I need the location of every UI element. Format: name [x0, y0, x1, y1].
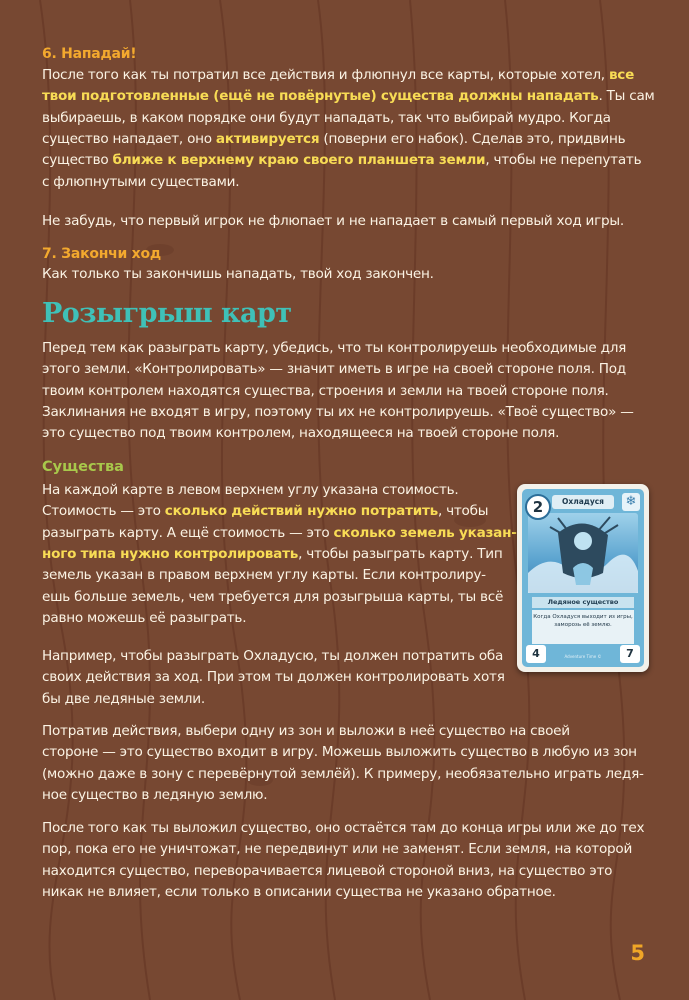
text-line	[42, 587, 503, 608]
text-line: стороне — это существо входит в игру. Можешь выложить существо в любую из зон	[42, 744, 637, 761]
text-span: равно можешь её разыграть.	[42, 609, 247, 626]
section-title: Розыгрыш карт	[42, 298, 292, 329]
text-line	[42, 608, 246, 629]
text-span: , чтобы	[437, 503, 489, 520]
text-line: (можно даже в зону с перевёрнутой землёй). К примеру, необязательно играть ледя-	[42, 765, 644, 782]
text-span: с флюпнутыми существами.	[42, 173, 240, 190]
text-line: Потратив действия, выбери одну из зон и выложи в неё существо на своей	[42, 723, 570, 739]
text-line: этого земли. «Контролировать» — значит иметь в игре на своей стороне поля. Под	[42, 361, 626, 378]
text-line	[42, 150, 641, 171]
highlight-text: сколько земель указан-	[333, 524, 517, 541]
text-span: ешь больше земель, чем требуется для розыгрыша карты, ты всё	[42, 588, 504, 605]
text-line: ное существо в ледяную землю.	[42, 786, 268, 803]
highlight-text: все	[608, 67, 635, 83]
text-line	[42, 65, 634, 86]
text-line	[42, 565, 486, 586]
card-defense: 7	[620, 645, 640, 663]
text-line: Заклинания не входят в игру, поэтому ты их не контролируешь. «Твоё существо» —	[42, 403, 634, 420]
card-name: Охладуся	[552, 495, 614, 509]
text-line	[42, 86, 655, 107]
card-illustration	[528, 513, 638, 593]
card-text: Когда Охладуся выходит из игры, заморозь её землю.	[532, 610, 634, 644]
text-span: , чтобы не перепутать	[485, 152, 642, 169]
text-line: Например, чтобы разыграть Охладусю, ты должен потратить оба	[42, 648, 504, 664]
highlight-text: ного типа нужно контролировать	[42, 545, 299, 562]
text-line	[42, 129, 625, 150]
card-cost: 2	[525, 494, 551, 520]
text-line: никак не влияет, если только в описании существа не указано обратное.	[42, 883, 556, 900]
page-number: 5	[630, 941, 645, 965]
text-line: это существо под твоим контролем, находящееся на твоей стороне поля.	[42, 425, 560, 442]
text-line	[42, 172, 239, 193]
highlight-text: сколько действий нужно потратить	[164, 503, 438, 520]
text-span: земель указан в правом верхнем углу карты. Если контролиру-	[42, 567, 486, 584]
step7-heading: 7. Закончи ход	[42, 246, 161, 262]
example-card	[517, 484, 649, 672]
card-art-image	[528, 513, 638, 593]
text-span: (поверни его набок). Сделав это, придвинь	[319, 130, 626, 147]
text-line: бы две ледяные земли.	[42, 690, 205, 707]
highlight-text: активируется	[215, 130, 320, 147]
text-line: Перед тем как разыграть карту, убедись, что ты контролируешь необходимые для	[42, 340, 627, 356]
highlight-text: ближе к верхнему краю своего планшета земли	[112, 152, 486, 169]
text-span: , чтобы разыграть карту. Тип	[298, 545, 503, 562]
text-line: твоим контролем находятся существа, строения и земли на твоей стороне поля.	[42, 382, 609, 399]
text-span: существо	[42, 152, 113, 169]
text-line	[42, 480, 458, 501]
highlight-text: твои подготовленные (ещё не повёрнутые) существа должны нападать	[42, 88, 599, 105]
text-span: Стоимость — это	[42, 503, 165, 520]
creatures-heading: Существа	[42, 459, 124, 475]
text-line: своих действия за ход. При этом ты должен контролировать хотя	[42, 669, 505, 686]
text-span: На каждой карте в левом верхнем углу указана стоимость.	[42, 482, 459, 498]
text-line: После того как ты выложил существо, оно остаётся там до конца игры или же до тех	[42, 820, 645, 836]
text-span: выбираешь, в каком порядке они будут нападать, так что выбирай мудро. Когда	[42, 109, 611, 126]
text-span: После того как ты потратил все действия и флюпнул все карты, которые хотел,	[42, 67, 609, 83]
card-type: Ледяное существо	[532, 597, 634, 608]
snowflake-icon: ❄	[622, 493, 640, 511]
text-span: разыграть карту. А ещё стоимость — это	[42, 524, 334, 541]
text-line: находится существо, переворачивается лицевой стороной вниз, на существо это	[42, 862, 613, 879]
text-line	[42, 501, 488, 522]
step6-note: Не забудь, что первый игрок не флюпает и не нападает в самый первый ход игры.	[42, 213, 624, 229]
text-line	[42, 108, 611, 129]
step7-text: Как только ты закончишь нападать, твой ход закончен.	[42, 266, 434, 282]
text-span: существо нападает, оно	[42, 130, 216, 147]
card-face	[522, 489, 644, 667]
text-line: пор, пока его не уничтожат, не передвинут или не заменят. Если земля, на которой	[42, 841, 633, 858]
step6-heading: 6. Нападай!	[42, 46, 137, 62]
text-line	[42, 544, 502, 565]
card-attack: 4	[526, 645, 546, 663]
text-line	[42, 523, 517, 544]
card-footer: Adventure Time ©	[564, 654, 602, 659]
text-span: . Ты сам	[598, 88, 655, 105]
